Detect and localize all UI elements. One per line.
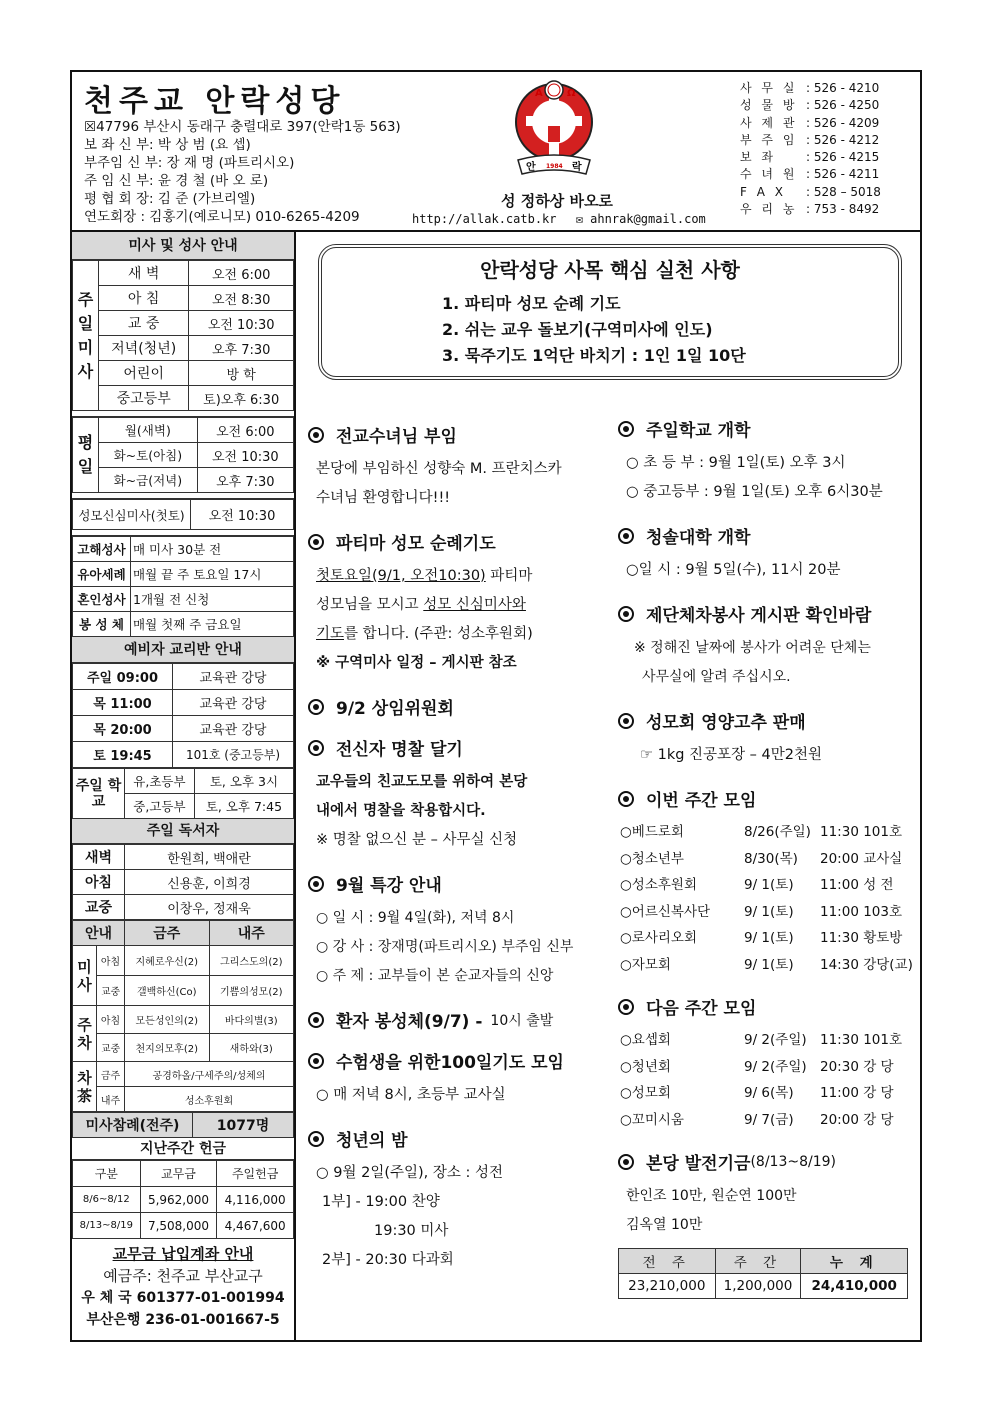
bullet-icon (618, 528, 634, 544)
phone-row: 성 물 방 : 526 - 4250 (740, 98, 880, 113)
phone-list (740, 80, 881, 218)
staff-line: 연도회장 : 김홍기(예로니모) 010-6265-4209 (84, 209, 360, 225)
sunday-school-label: 주일 학교 (73, 769, 125, 819)
notice-college: 청솔대학 개학 ○일 시 : 9월 5일(수), 11시 20분 (618, 523, 918, 585)
sunday-school-table: 주일 학교 유,초등부 토, 오후 3시 중,고등부 토, 오후 7:45 (72, 768, 294, 819)
contact-links (412, 212, 718, 226)
offering-table: 구분 교무금 주일헌금 8/6~8/12 5,962,000 4,116,000 8/13~8/19 7,508,000 4,467,600 (72, 1160, 294, 1239)
address: ☒47796 부산시 동래구 충렬대로 397(안락1동 563) (84, 119, 401, 135)
website-link[interactable]: http://allak.catb.kr (412, 212, 557, 226)
staff-line: 부주임 신 부: 장 재 명 (파트리시오) (84, 155, 295, 171)
logo-alpha: A (535, 88, 543, 99)
account-bank: 부산은행 236-01-001667-5 (86, 1312, 280, 1328)
bulletin-page (70, 70, 922, 1342)
notice-volunteer: 제단체차봉사 게시판 확인바람 ※ 정해진 날짜에 봉사가 어려운 단체는 사무실에 알려 주십시오. (618, 601, 918, 692)
weekday-mass-table: 평 일 월(새벽) 오전 6:00 화~토(아침) 오전 10:30 화~금(저녁) 오후 7:30 (72, 417, 294, 493)
bullet-icon (308, 1131, 324, 1147)
bullet-icon (618, 1154, 634, 1170)
staff-line: 평 협 회 장: 김 준 (가브리엘) (84, 191, 256, 207)
mass-schedule-heading: 미사 및 성사 안내 (72, 232, 294, 260)
notice-column-right (618, 416, 918, 1315)
logo-rak: 락 (572, 162, 582, 173)
priorities-title: 안락성당 사목 핵심 실천 사항 (480, 258, 740, 282)
notice-communion: 환자 봉성체(9/7) - 10시 출발 (308, 1007, 608, 1032)
phone-row: 부 주 임 : 526 - 4212 (740, 132, 880, 147)
notice-nametag: 전신자 명찰 달기 교우들의 친교도모를 위하여 본당 내에서 명찰을 착용합시다. ※ 명찰 없으신 분 – 사무실 신청 (308, 735, 608, 855)
notice-fatima: 파티마 성모 순례기도 첫토요일(9/1, 오전10:30) 파티마 성모님을 모시고 성모 신심미사와 기도를 합니다. (주관: 성소후원회) ※ 구역미사 일정 – 게시판 참조 (308, 529, 608, 678)
bullet-icon (308, 876, 324, 892)
notice-prayer: 수험생을 위한100일기도 모임 ○ 매 저녁 8시, 초등부 교사실 (308, 1048, 608, 1110)
account-holder: 예금주: 천주교 부산교구 (103, 1267, 263, 1285)
guide-parking-label: 주차 (73, 1006, 97, 1062)
bullet-icon (308, 740, 324, 756)
sunday-mass-label: 주 일 미 사 (73, 261, 99, 411)
heart-mass-table: 성모신심미사(첫토) 오전 10:30 (72, 499, 294, 530)
bullet-icon (308, 699, 324, 715)
notice-youth-night: 청년의 밤 ○ 9월 2일(주일), 장소 : 성전 1부] - 19:00 찬양 19:30 미사 2부] - 20:30 다과회 (308, 1126, 608, 1275)
readers-table: 새벽 한원희, 백애란 아침 신용훈, 이희경 교중 이창우, 정재욱 (72, 844, 294, 920)
fund-table: 전 주 주 간 누 계 23,210,000 1,200,000 24,410,000 (618, 1248, 908, 1299)
bullet-icon (618, 421, 634, 437)
account-info (72, 1239, 294, 1335)
bullet-icon (618, 999, 634, 1015)
header-info (84, 118, 401, 226)
notice-lecture: 9월 특강 안내 ○ 일 시 : 9월 4일(화), 저녁 8시 ○ 강 사 : 장재명(파트리시오) 부주임 신부 ○ 주 제 : 교부들이 본 순교자들의 신앙 (308, 871, 608, 991)
bullet-icon (308, 427, 324, 443)
offering-heading: 지난주간 헌금 (72, 1138, 294, 1160)
sunday-mass-table: 주 일 미 사 새 벽 오전 6:00 아 침 오전 8:30 교 중 오전 10:30 저녁(청년) 오후 7:30 어린이 방 학 중고등부 토)오후 6:30 (72, 260, 294, 411)
guide-mass-label: 미사 (73, 946, 97, 1006)
phone-row: 수 녀 원 : 526 - 4211 (740, 167, 880, 182)
bullet-icon (308, 534, 324, 550)
guide-table: 안내 금주 내주 미사 아침 지혜로우신(2) 그리스도의(2) 교중 갤백하신(Co) 기쁨의성모(2) 주차 아침 모든성인의(2) 바다의별(3) 교중 천지의모후(2) 새하와(3) 차茶 금주 공경하올/구세주의/성체의 내주 성소후원회 (72, 920, 294, 1112)
notice-pepper-sale: 성모회 영양고추 판매 ☞ 1kg 진공포장 – 4만2천원 (618, 708, 918, 770)
account-heading: 교무금 납입계좌 안내 (112, 1245, 254, 1263)
bullet-icon (618, 791, 634, 807)
priority-item: 2. 쉬는 교우 돌보기(구역미사에 인도) (442, 320, 713, 339)
phone-row: F A X : 528 – 5018 (740, 184, 881, 199)
pastoral-priorities-box (318, 244, 902, 380)
phone-row: 우 리 농 : 753 - 8492 (740, 202, 880, 217)
sacraments-table: 고해성사 매 미사 30분 전 유아세례 매월 끝 주 토요일 17시 혼인성사 1개월 전 신청 봉 성 체 매월 첫째 주 금요일 (72, 536, 294, 637)
staff-line: 주 임 신 부: 윤 경 철 (바 오 로) (84, 173, 269, 189)
logo-year: 1984 (546, 163, 563, 170)
phone-row: 사 무 실 : 526 - 4210 (740, 81, 880, 95)
account-post: 우 체 국 601377-01-001994 (81, 1290, 285, 1306)
priority-item: 3. 묵주기도 1억단 바치기 : 1인 1일 10단 (442, 346, 746, 365)
notice-committee: 9/2 상임위원회 (308, 694, 608, 719)
notice-column-left (308, 422, 608, 1291)
notice-sister: 전교수녀님 부임 본당에 부임하신 성향숙 M. 프란치스카 수녀님 환영합니다!!! (308, 422, 608, 513)
readers-heading: 주일 독서자 (72, 819, 294, 844)
catechumen-heading: 예비자 교리반 안내 (72, 637, 294, 663)
email-link[interactable]: ✉ ahnrak@gmail.com (575, 212, 706, 226)
next-week-meetings: 다음 주간 모임 ○요셉회 9/ 2(주일) 11:30 101호 ○청년회 9/ 2(주일) 20:30 강 당 ○성모회 9/ 6(목) 11:00 강 당 ○꼬미시움 9/ 7(금) 20:00 강 당 (620, 999, 903, 1128)
logo-an: 안 (526, 162, 536, 173)
development-fund: 본당 발전기금 (8/13~8/19) 한인조 10만, 원순연 100만 김옥열 10만 전 주 주 간 누 계 23,210,000 1,200,000 24,410,000 (618, 1149, 918, 1299)
bullet-icon (308, 1053, 324, 1069)
notice-school: 주일학교 개학 ○ 초 등 부 : 9월 1일(토) 오후 3시 ○ 중고등부 : 9월 1일(토) 오후 6시30분 (618, 416, 918, 507)
parish-logo (504, 78, 604, 178)
this-week-meetings: 이번 주간 모임 ○베드로회 8/26(주일) 11:30 101호 ○청소년부 8/30(목) 20:00 교사실 ○성소후원회 9/ 1(토) 11:00 성 전 ○어르신복사단 9/ 1(토) 11:00 103호 ○로사리오회 9/ 1(토) 11:30 황토방 ○자모회 9/ 1(토) 14:30 강당(교) (620, 791, 913, 973)
attendance-table: 미사참례(전주) 1077명 (72, 1112, 294, 1138)
staff-line: 보 좌 신 부: 박 상 범 (요 셉) (84, 137, 251, 153)
bullet-icon (308, 1012, 324, 1028)
priority-item: 1. 파티마 성모 순례 기도 (442, 294, 621, 313)
phone-row: 사 제 관 : 526 - 4209 (740, 115, 880, 130)
guide-tea-label: 차茶 (73, 1062, 97, 1112)
weekday-mass-label: 평 일 (73, 418, 99, 493)
patron-saint: 성 정하상 바오로 (501, 192, 613, 210)
bullet-icon (618, 713, 634, 729)
bullet-icon (618, 606, 634, 622)
left-sidebar (72, 232, 296, 1342)
catechumen-table: 주일 09:00 교육관 강당 목 11:00 교육관 강당 목 20:00 교육관 강당 토 19:45 101호 (중고등부) (72, 663, 294, 768)
header (72, 72, 920, 232)
page-title: 천주교 안락성당 (84, 84, 346, 119)
phone-row: 보 좌 : 526 - 4215 (740, 150, 880, 165)
logo-omega: Ω (567, 88, 576, 99)
